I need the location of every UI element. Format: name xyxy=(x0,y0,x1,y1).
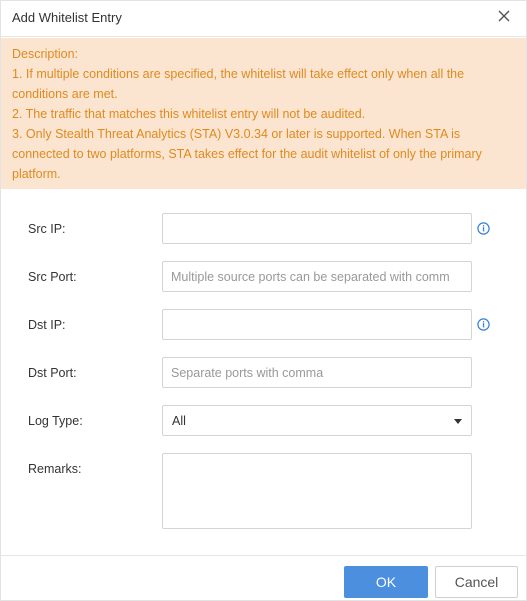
footer-divider xyxy=(1,555,526,556)
description-heading: Description: xyxy=(12,47,78,61)
description-line-2: 2. The traffic that matches this whitelist entry will not be audited. xyxy=(12,107,366,121)
log-type-label: Log Type: xyxy=(28,414,83,428)
cancel-button[interactable]: Cancel xyxy=(435,566,518,598)
src-ip-label: Src IP: xyxy=(28,222,66,236)
info-icon[interactable] xyxy=(477,222,490,235)
remarks-label: Remarks: xyxy=(28,462,82,476)
description-line-3: 3. Only Stealth Threat Analytics (STA) V3.0.34 or later is supported. When STA is connected to two platforms, STA takes effect for the audit whitelist of only the primary platform. xyxy=(12,127,482,181)
dst-port-label: Dst Port: xyxy=(28,366,77,380)
dialog-header xyxy=(1,1,526,37)
src-ip-input[interactable] xyxy=(162,213,472,244)
log-type-selected-value: All xyxy=(172,414,186,428)
close-icon[interactable] xyxy=(496,8,512,24)
caret-down-icon xyxy=(454,419,462,424)
dst-port-input[interactable] xyxy=(162,357,472,388)
log-type-select[interactable] xyxy=(162,405,472,436)
dst-ip-label: Dst IP: xyxy=(28,318,66,332)
description-line-1: 1. If multiple conditions are specified, the whitelist will take effect only when all the conditions are met. xyxy=(12,67,465,101)
src-port-input[interactable] xyxy=(162,261,472,292)
ok-button[interactable]: OK xyxy=(344,566,428,598)
src-port-label: Src Port: xyxy=(28,270,77,284)
dst-ip-input[interactable] xyxy=(162,309,472,340)
remarks-textarea[interactable] xyxy=(162,453,472,529)
info-icon[interactable] xyxy=(477,318,490,331)
dialog-title: Add Whitelist Entry xyxy=(12,10,122,25)
description-panel xyxy=(1,38,526,189)
